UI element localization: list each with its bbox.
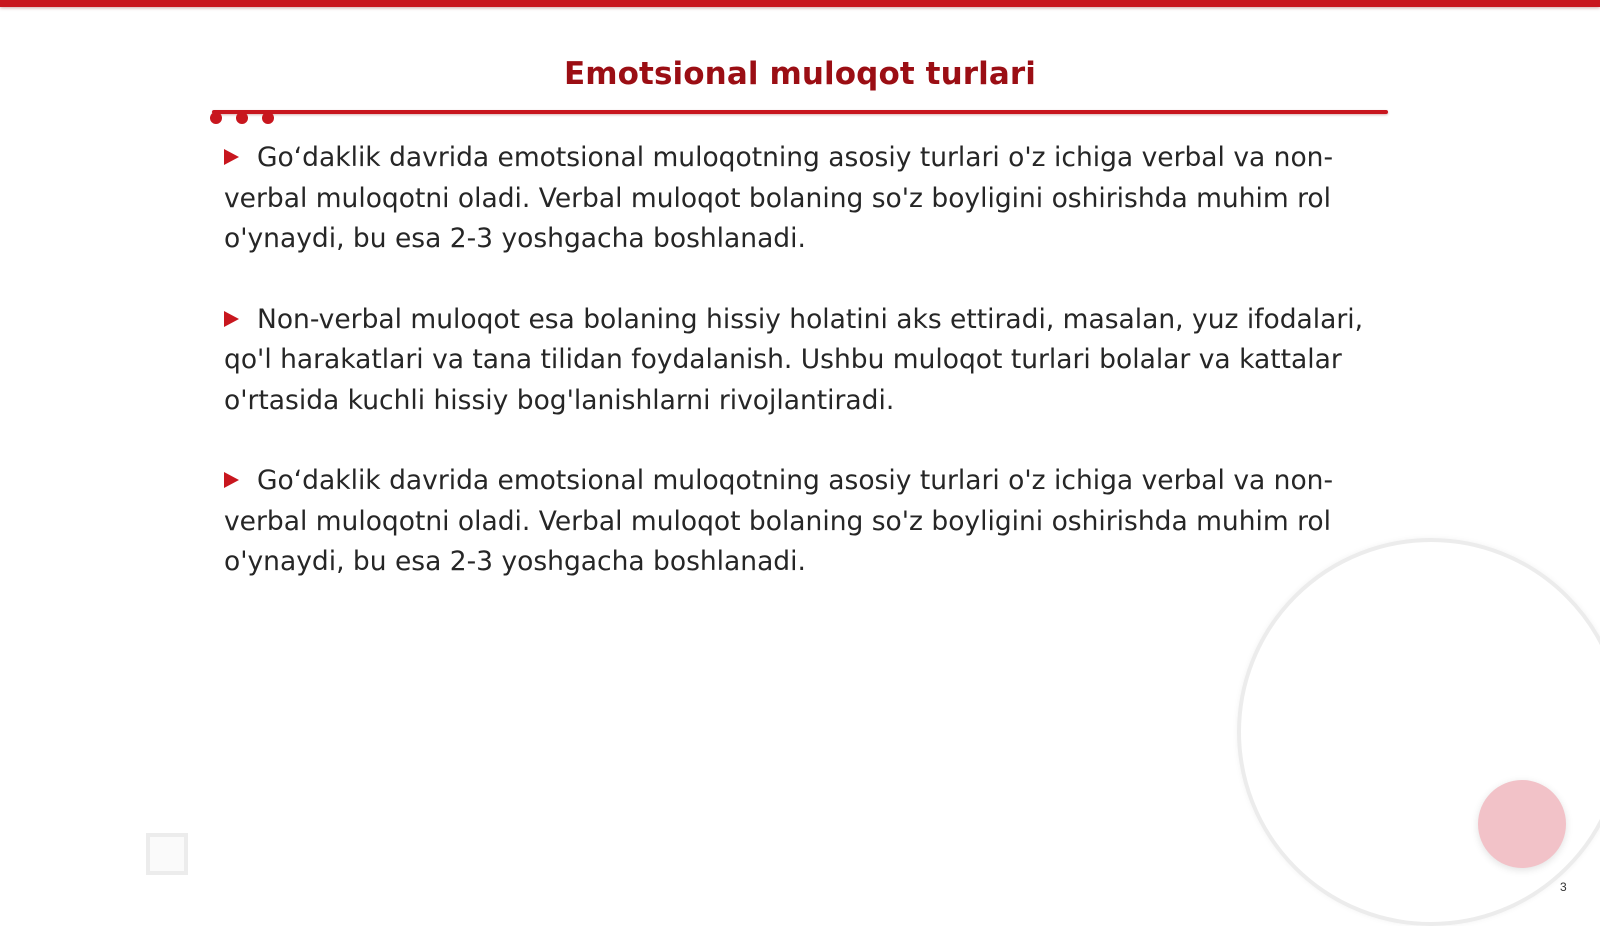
decor-dot-icon (210, 112, 222, 124)
title-underline (212, 110, 1388, 114)
bullet-item (224, 300, 1384, 422)
decor-circle-icon (1478, 780, 1566, 868)
triangle-right-icon (224, 149, 239, 165)
bullet-item (224, 138, 1384, 260)
bullet-list (224, 138, 1384, 623)
triangle-right-icon (224, 472, 239, 488)
triangle-right-icon (224, 311, 239, 327)
slide-title: Emotsional muloqot turlari (563, 56, 1036, 92)
bullet-text: Goʻdaklik davrida emotsional muloqotning asosiy turlari o'z ichiga verbal va non-verbal muloqotni oladi. Verbal muloqot bolaning so'z boyligini oshirishda muhim rol o'ynaydi, bu esa 2-3 yoshgacha boshlanadi. (224, 142, 1334, 254)
bullet-item (224, 461, 1384, 583)
page-number: 3 (1560, 880, 1567, 894)
decor-dot-icon (262, 112, 274, 124)
bullet-text: Goʻdaklik davrida emotsional muloqotning asosiy turlari o'z ichiga verbal va non-verbal muloqotni oladi. Verbal muloqot bolaning so'z boyligini oshirishda muhim rol o'ynaydi, bu esa 2-3 yoshgacha boshlanadi. (224, 465, 1334, 577)
decor-square-icon (146, 833, 188, 875)
decor-ring-icon (1237, 538, 1600, 926)
top-accent-bar (0, 0, 1600, 7)
bullet-text: Non-verbal muloqot esa bolaning hissiy holatini aks ettiradi, masalan, yuz ifodalari, qo'l harakatlari va tana tilidan foydalanish. Ushbu muloqot turlari bolalar va kattalar o'rtasida kuchli hissiy bog'lanishlarni rivojlantiradi. (224, 303, 1364, 416)
decor-dot-icon (236, 112, 248, 124)
